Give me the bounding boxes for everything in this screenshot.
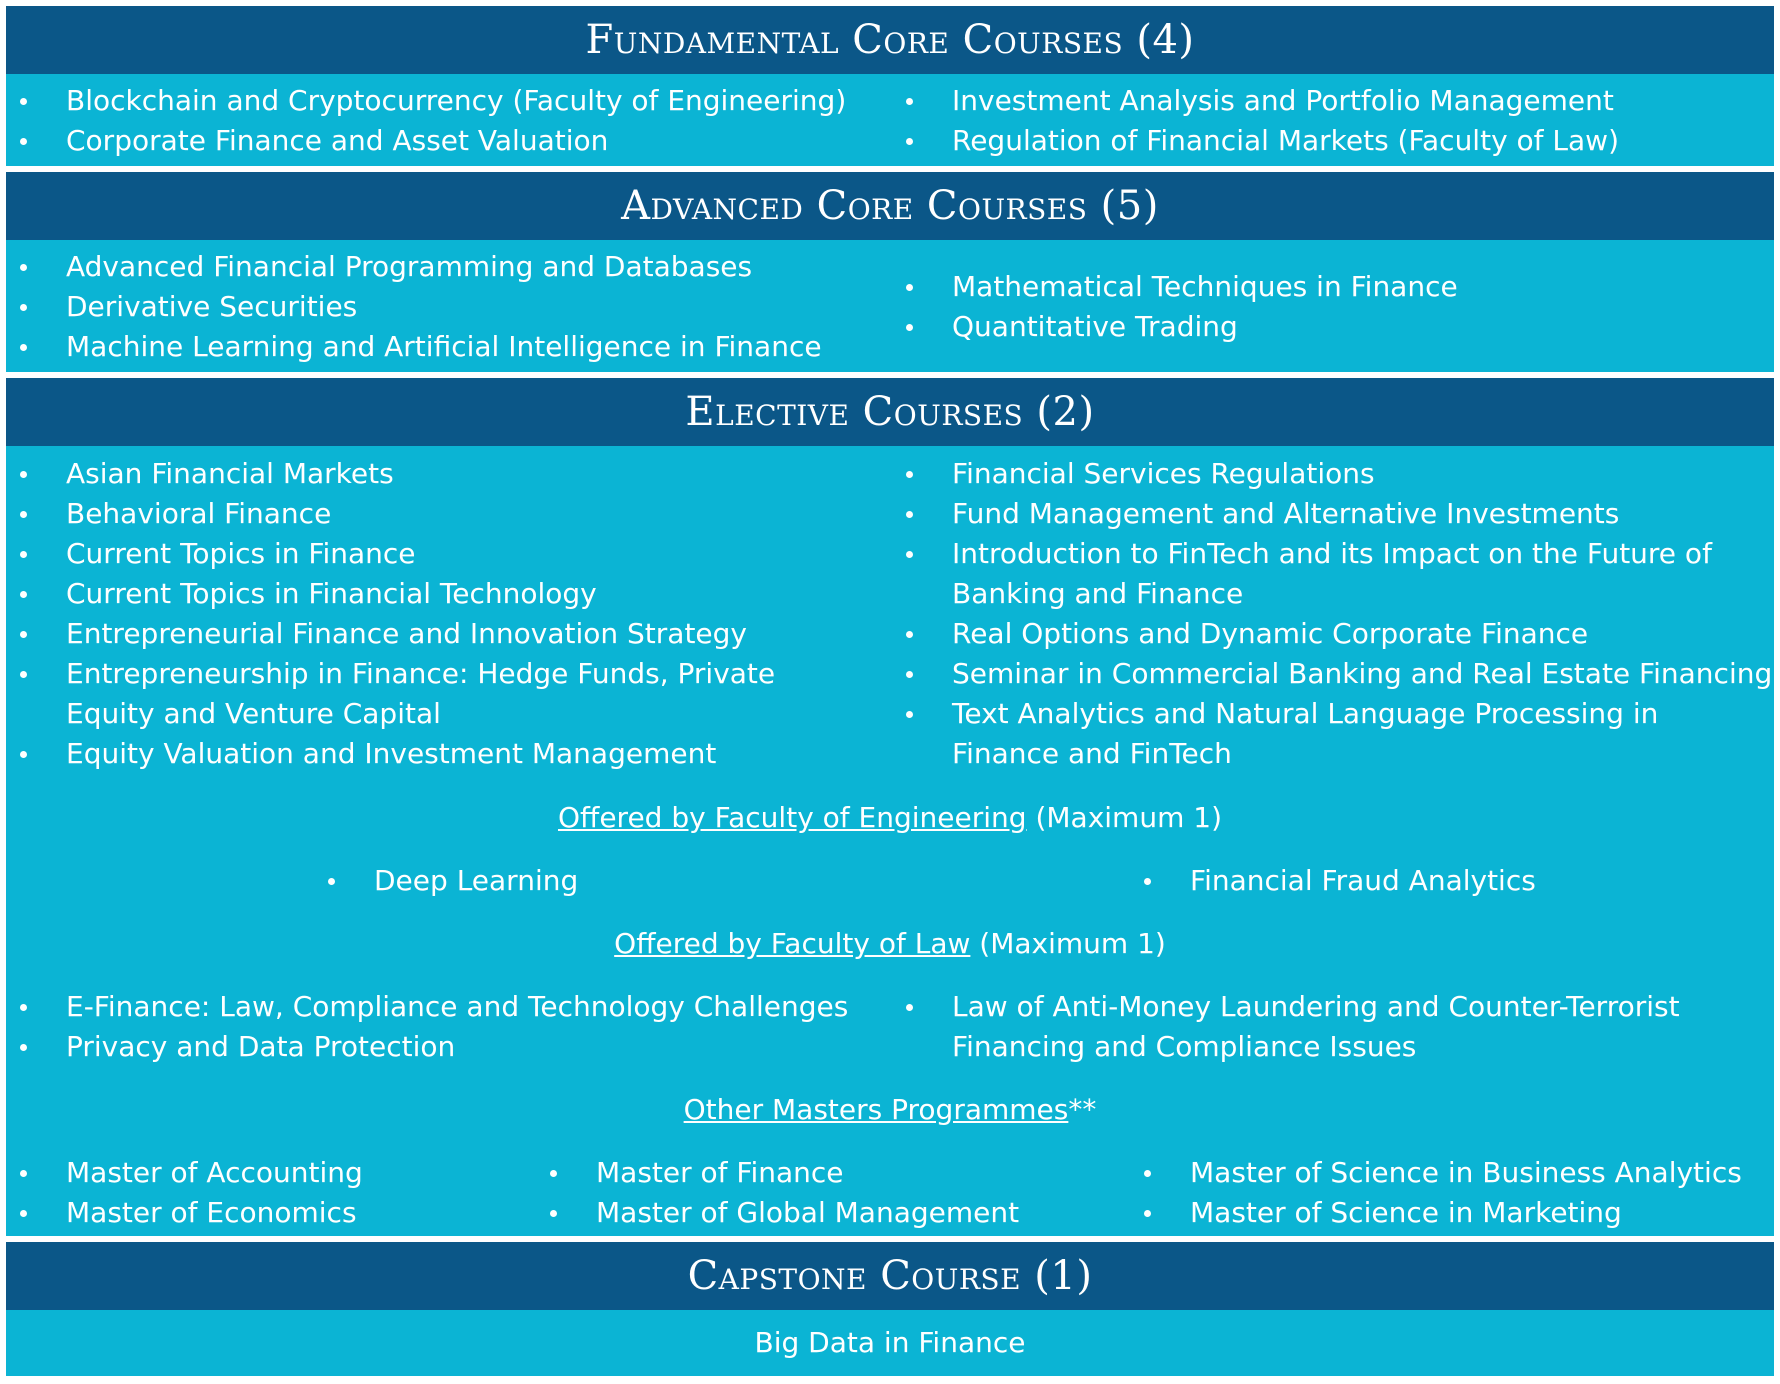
capstone-course: Big Data in Finance — [754, 1326, 1026, 1359]
list-item: Law of Anti-Money Laundering and Counter-Terrorist Financing and Compliance Issues — [892, 987, 1692, 1067]
list-item: Entrepreneurship in Finance: Hedge Funds, Private Equity and Venture Capital — [6, 654, 866, 734]
list-item: Current Topics in Financial Technology — [6, 574, 866, 614]
advanced-core-title: Advanced Core Courses (5) — [621, 183, 1159, 229]
advanced-right-list — [892, 267, 1772, 347]
list-item: Derivative Securities — [6, 287, 866, 327]
capstone-title: Capstone Course (1) — [687, 1253, 1093, 1299]
list-item: Master of Science in Business Analytics — [1130, 1153, 1770, 1193]
fundamental-left-list — [6, 81, 866, 161]
fundamental-core-body — [6, 74, 1774, 166]
list-item: Master of Accounting — [6, 1153, 526, 1193]
list-item: Fund Management and Alternative Investments — [892, 494, 1758, 534]
law-right-list — [892, 987, 1692, 1067]
elective-title: Elective Courses (2) — [685, 389, 1095, 435]
engineering-list-left — [314, 861, 814, 901]
list-item: Equity Valuation and Investment Management — [6, 734, 866, 774]
list-item: Machine Learning and Artificial Intelligence in Finance — [6, 327, 866, 367]
elective-right-list — [892, 454, 1773, 774]
engineering-link[interactable]: Offered by Faculty of Engineering — [558, 801, 1027, 834]
list-item: Behavioral Finance — [6, 494, 866, 534]
engineering-list-right — [1130, 861, 1730, 901]
law-link[interactable]: Offered by Faculty of Law — [614, 927, 971, 960]
advanced-left-list — [6, 247, 866, 367]
list-item: Financial Services Regulations — [892, 454, 1758, 494]
list-item: Introduction to FinTech and its Impact on the Future of Banking and Finance — [892, 534, 1758, 614]
engineering-note: (Maximum 1) — [1026, 801, 1222, 834]
law-note: (Maximum 1) — [970, 927, 1166, 960]
other-masters-link[interactable]: Other Masters Programmes — [683, 1093, 1069, 1126]
engineering-subheading — [6, 798, 1774, 838]
elective-body — [6, 446, 1774, 1236]
list-item: Master of Economics — [6, 1193, 526, 1233]
elective-header — [6, 378, 1774, 446]
list-item: Current Topics in Finance — [6, 534, 866, 574]
other-masters-note: ** — [1068, 1093, 1097, 1126]
fundamental-core-title: Fundamental Core Courses (4) — [585, 17, 1195, 63]
other-masters-col2 — [536, 1153, 1096, 1233]
list-item: Financial Fraud Analytics — [1130, 861, 1730, 901]
list-item: Seminar in Commercial Banking and Real Estate Financing — [892, 654, 1758, 694]
capstone-header — [6, 1242, 1774, 1310]
fundamental-right-list — [892, 81, 1772, 161]
list-item: E-Finance: Law, Compliance and Technology Challenges — [6, 987, 866, 1027]
other-masters-col1 — [6, 1153, 526, 1233]
law-subheading — [6, 924, 1774, 964]
list-item: Blockchain and Cryptocurrency (Faculty of Engineering) — [6, 81, 866, 121]
list-item: Master of Finance — [536, 1153, 1096, 1193]
advanced-core-header — [6, 172, 1774, 240]
law-left-list — [6, 987, 866, 1067]
list-item: Mathematical Techniques in Finance — [892, 267, 1772, 307]
elective-left-list — [6, 454, 866, 774]
list-item: Master of Global Management — [536, 1193, 1096, 1233]
other-masters-col3 — [1130, 1153, 1770, 1233]
list-item: Deep Learning — [314, 861, 814, 901]
list-item: Investment Analysis and Portfolio Management — [892, 81, 1772, 121]
fundamental-core-header — [6, 6, 1774, 74]
list-item: Master of Science in Marketing — [1130, 1193, 1770, 1233]
list-item: Corporate Finance and Asset Valuation — [6, 121, 866, 161]
list-item: Privacy and Data Protection — [6, 1027, 866, 1067]
other-masters-subheading — [6, 1090, 1774, 1130]
capstone-body — [6, 1310, 1774, 1376]
list-item: Entrepreneurial Finance and Innovation Strategy — [6, 614, 866, 654]
advanced-core-body — [6, 240, 1774, 372]
list-item: Real Options and Dynamic Corporate Finance — [892, 614, 1758, 654]
list-item: Quantitative Trading — [892, 307, 1772, 347]
list-item: Advanced Financial Programming and Databases — [6, 247, 866, 287]
list-item: Text Analytics and Natural Language Processing in Finance and FinTech — [892, 694, 1758, 774]
list-item: Asian Financial Markets — [6, 454, 866, 494]
list-item: Regulation of Financial Markets (Faculty of Law) — [892, 121, 1772, 161]
